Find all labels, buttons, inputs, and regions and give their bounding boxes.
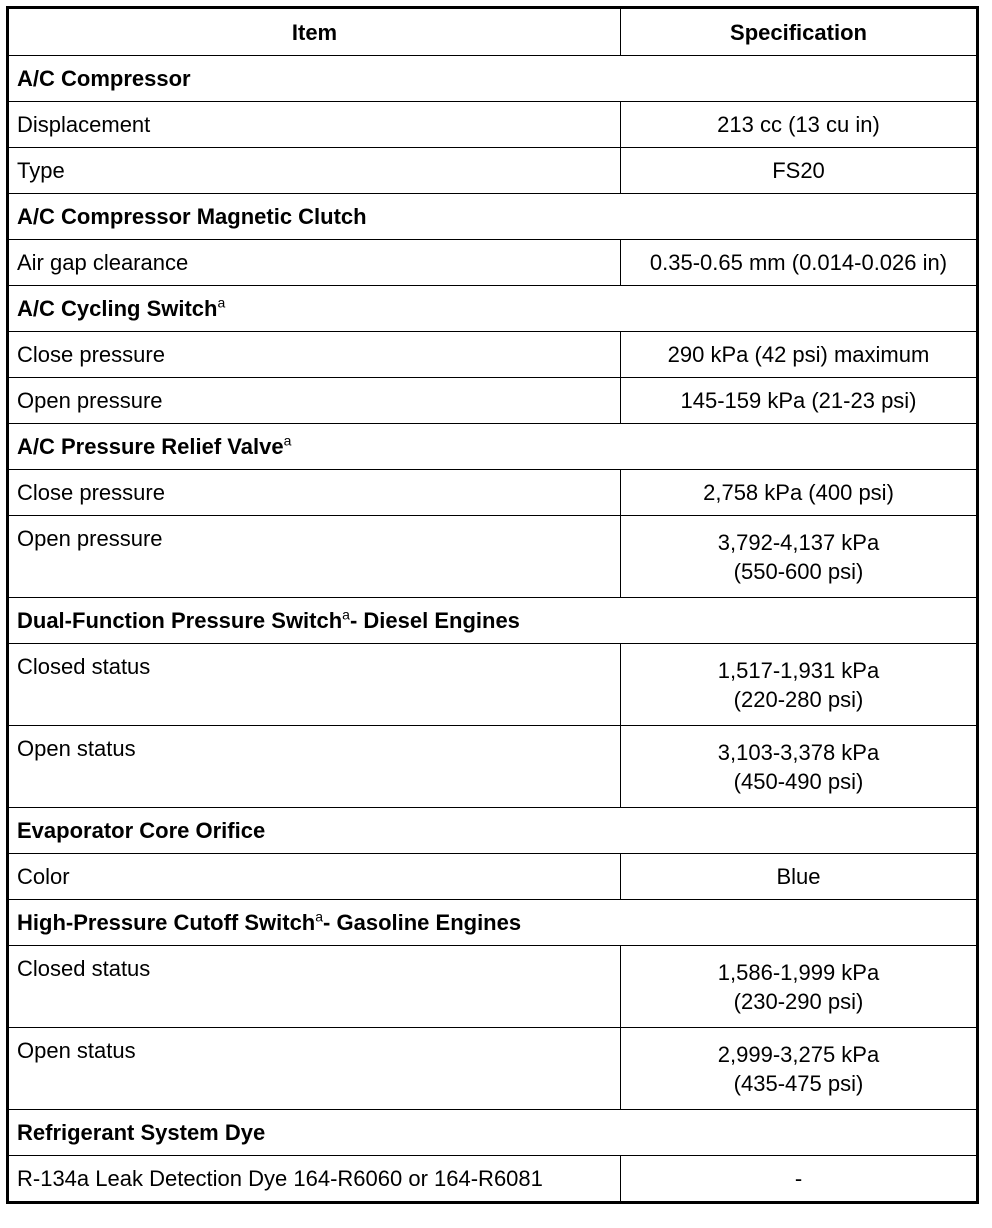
section-name: Dual-Function Pressure Switch	[17, 608, 343, 633]
table-row	[8, 1028, 978, 1110]
specification-cell	[621, 148, 978, 194]
item-cell: Open pressure	[8, 378, 621, 424]
section-title	[8, 1110, 978, 1156]
specification-cell	[621, 1028, 978, 1110]
specification-column-header: Specification	[621, 8, 978, 56]
section-title	[8, 194, 978, 240]
item-cell: Open status	[8, 1028, 621, 1110]
section-header-row	[8, 194, 978, 240]
item-cell: Displacement	[8, 102, 621, 148]
specification-line: (450-490 psi)	[733, 768, 864, 794]
header-row	[8, 8, 978, 56]
table-row	[8, 240, 978, 286]
footnote-marker: a	[342, 606, 350, 623]
table-row	[8, 102, 978, 148]
specification-line: (435-475 psi)	[733, 1070, 864, 1096]
section-name: High-Pressure Cutoff Switch	[17, 910, 316, 935]
specification-cell	[621, 516, 978, 598]
specification-cell	[621, 332, 978, 378]
table-body	[8, 56, 978, 1203]
table-row	[8, 854, 978, 900]
section-header-row	[8, 598, 978, 644]
table-row	[8, 726, 978, 808]
section-header-row	[8, 1110, 978, 1156]
footnote-marker: a	[315, 908, 324, 925]
section-name: Refrigerant System Dye	[17, 1120, 266, 1145]
table-row	[8, 470, 978, 516]
specification-line: 213 cc (13 cu in)	[717, 112, 880, 137]
section-name: A/C Cycling Switch	[17, 296, 218, 321]
section-header-row	[8, 424, 978, 470]
section-suffix: - Gasoline Engines	[323, 910, 522, 935]
item-cell: Close pressure	[8, 332, 621, 378]
specification-table	[6, 6, 979, 1204]
specification-line: 0.35-0.65 mm (0.014-0.026 in)	[649, 250, 948, 275]
specification-cell	[621, 470, 978, 516]
item-cell: Closed status	[8, 644, 621, 726]
table-row	[8, 148, 978, 194]
table-row	[8, 378, 978, 424]
specification-cell	[621, 644, 978, 726]
item-column-header: Item	[8, 8, 621, 56]
specification-line: (220-280 psi)	[733, 686, 864, 712]
section-suffix: - Diesel Engines	[349, 608, 520, 633]
specification-line: 2,758 kPa (400 psi)	[703, 480, 894, 505]
specification-line: FS20	[772, 158, 825, 183]
specification-cell	[621, 946, 978, 1028]
table-row	[8, 516, 978, 598]
specification-cell	[621, 854, 978, 900]
footnote-marker: a	[283, 432, 292, 449]
section-title	[8, 56, 978, 102]
item-cell: Color	[8, 854, 621, 900]
item-cell: R-134a Leak Detection Dye 164-R6060 or 164-R6081	[8, 1156, 621, 1203]
section-title	[8, 286, 978, 332]
item-cell: Open status	[8, 726, 621, 808]
section-name: A/C Compressor Magnetic Clutch	[17, 204, 367, 229]
section-title	[8, 900, 978, 946]
section-name: A/C Pressure Relief Valve	[17, 434, 284, 459]
specification-line: 1,586-1,999 kPa	[717, 959, 880, 985]
specification-line: 2,999-3,275 kPa	[717, 1041, 880, 1067]
specification-line: 1,517-1,931 kPa	[717, 657, 880, 683]
footnote-marker: a	[217, 294, 226, 311]
item-cell: Type	[8, 148, 621, 194]
section-name: Evaporator Core Orifice	[17, 818, 266, 843]
section-header-row	[8, 286, 978, 332]
section-title	[8, 808, 978, 854]
specification-line: -	[794, 1166, 803, 1191]
item-cell: Air gap clearance	[8, 240, 621, 286]
specification-cell	[621, 102, 978, 148]
section-title	[8, 424, 978, 470]
specification-cell	[621, 1156, 978, 1203]
table-row	[8, 644, 978, 726]
specification-line: 3,792-4,137 kPa	[717, 529, 880, 555]
specification-line: (550-600 psi)	[733, 558, 864, 584]
table-row	[8, 332, 978, 378]
specification-line: Blue	[776, 864, 821, 889]
section-header-row	[8, 808, 978, 854]
specification-line: (230-290 psi)	[733, 988, 864, 1014]
specification-line: 145-159 kPa (21-23 psi)	[680, 388, 917, 413]
section-title	[8, 598, 978, 644]
specification-cell	[621, 240, 978, 286]
section-name: A/C Compressor	[17, 66, 191, 91]
item-cell: Close pressure	[8, 470, 621, 516]
table-row	[8, 1156, 978, 1203]
specification-line: 290 kPa (42 psi) maximum	[667, 342, 930, 367]
section-header-row	[8, 56, 978, 102]
specification-cell	[621, 726, 978, 808]
item-cell: Open pressure	[8, 516, 621, 598]
section-header-row	[8, 900, 978, 946]
table-row	[8, 946, 978, 1028]
specification-line: 3,103-3,378 kPa	[717, 739, 880, 765]
specification-cell	[621, 378, 978, 424]
item-cell: Closed status	[8, 946, 621, 1028]
